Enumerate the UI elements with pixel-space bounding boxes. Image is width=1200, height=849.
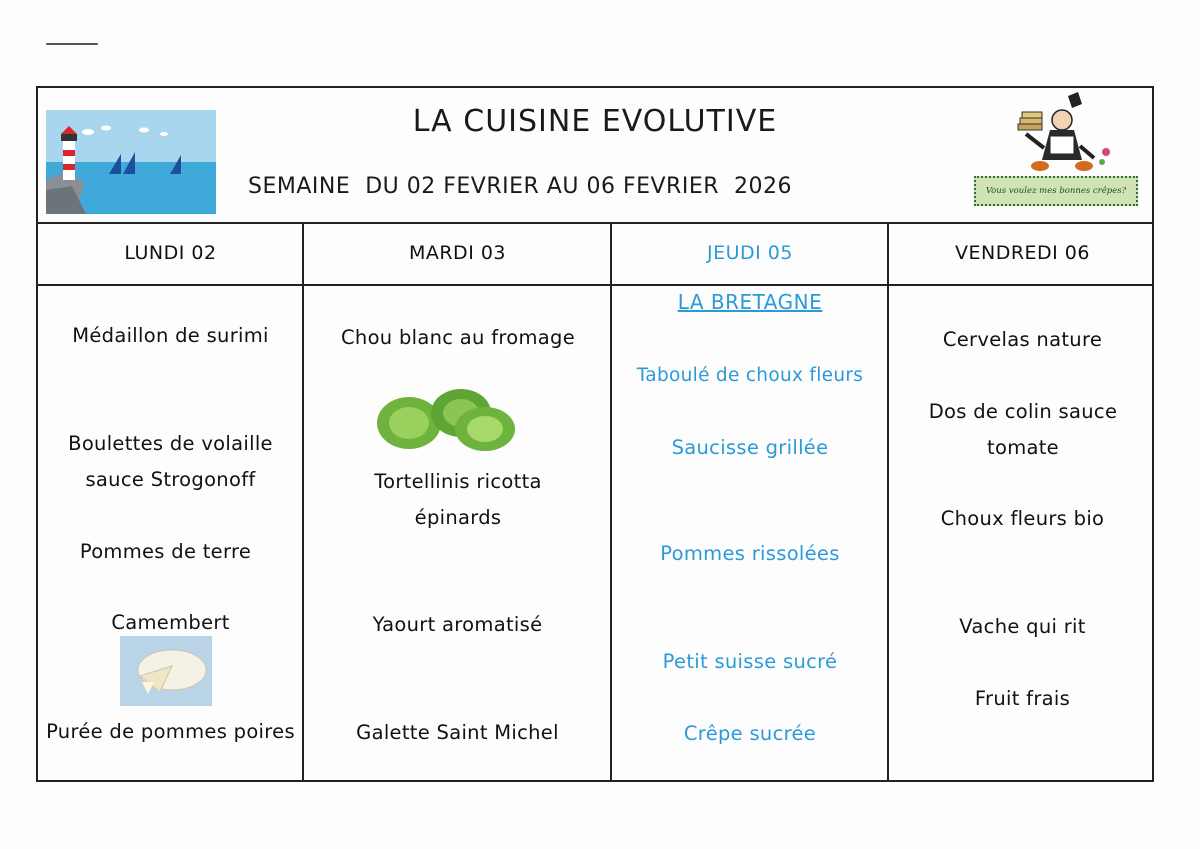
day-header-lundi: LUNDI 02 — [124, 242, 217, 264]
menu-item-vendredi: Choux fleurs bio — [940, 507, 1105, 530]
menu-item-lundi: Boulettes de volaille sauce Strogonoff — [68, 432, 273, 491]
menu-item-lundi: Pommes de terre — [79, 540, 252, 563]
day-header-mardi: MARDI 03 — [408, 242, 507, 264]
crepe-logo-caption: Vous voulez mes bonnes crêpes? — [974, 176, 1138, 206]
column-divider — [302, 224, 304, 780]
menu-item-jeudi: Pommes rissolées — [660, 542, 840, 565]
menu-item-jeudi: Taboulé de choux fleurs — [636, 365, 864, 386]
menu-item-vendredi: Fruit frais — [974, 687, 1071, 710]
week-dates: SEMAINE DU 02 FEVRIER AU 06 FEVRIER 2026 — [248, 174, 792, 199]
menu-header — [38, 88, 1152, 224]
day-header-jeudi: JEUDI 05 — [707, 242, 793, 264]
camembert-image — [120, 636, 212, 706]
menu-item-lundi: Médaillon de surimi — [72, 324, 269, 347]
menu-item-jeudi: Crêpe sucrée — [683, 722, 817, 745]
menu-item-mardi: Galette Saint Michel — [356, 721, 559, 744]
menu-item-vendredi: Dos de colin sauce tomate — [928, 400, 1118, 459]
crepe-chef-logo — [970, 90, 1142, 218]
menu-sheet — [36, 86, 1154, 782]
day-header-vendredi: VENDREDI 06 — [954, 242, 1090, 264]
menu-item-mardi: Tortellinis ricotta épinards — [374, 470, 542, 529]
crepe-chef-cartoon-image — [970, 90, 1142, 180]
menu-item-jeudi: Petit suisse sucré — [662, 650, 838, 673]
menu-item-mardi: Yaourt aromatisé — [372, 613, 543, 636]
cabbage-image — [373, 383, 523, 453]
menu-item-vendredi: Vache qui rit — [959, 615, 1086, 638]
menu-item-jeudi: Saucisse grillée — [671, 436, 829, 459]
scan-artifact-line — [46, 43, 98, 45]
jeudi-theme: LA BRETAGNE — [677, 290, 823, 314]
menu-item-lundi: Camembert — [111, 611, 230, 634]
menu-item-vendredi: Cervelas nature — [942, 328, 1103, 351]
day-header-row — [38, 224, 1152, 286]
menu-title: LA CUISINE EVOLUTIVE — [412, 104, 778, 139]
menu-item-mardi: Chou blanc au fromage — [341, 326, 575, 349]
menu-item-lundi: Purée de pommes poires — [46, 720, 295, 743]
